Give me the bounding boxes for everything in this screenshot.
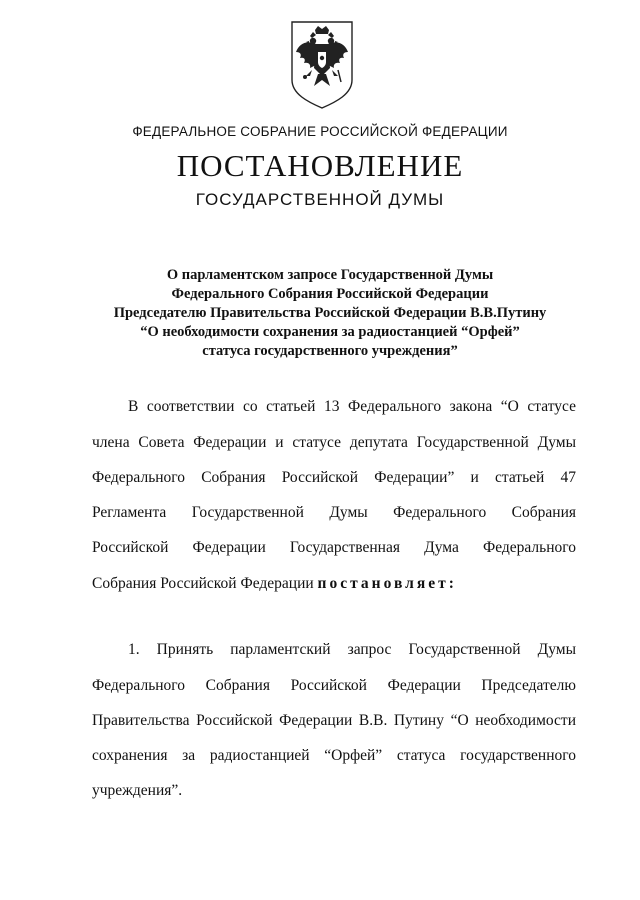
preamble-line: члена Совета Федерации и статусе депутата Государственной Думы [92, 434, 576, 451]
subject-line: Председателю Правительства Российской Федерации В.В.Путину [113, 305, 547, 321]
preamble-line: В соответствии со статьей 13 Федерального закона “О статусе [128, 398, 576, 415]
preamble-line: Федерального Собрания Российской Федерации” и статьей 47 [92, 469, 576, 486]
preamble-last-line [92, 574, 457, 594]
parliament-name: ФЕДЕРАЛЬНОЕ СОБРАНИЕ РОССИЙСКОЙ ФЕДЕРАЦИИ [132, 124, 508, 139]
clause-1-line: сохранения за радиостанцией “Орфей” статуса государственного [92, 747, 576, 764]
clause-1-last-line: учреждения”. [92, 782, 183, 799]
subject-line: О парламентском запросе Государственной Думы [166, 267, 494, 283]
preamble-line: Российской Федерации Государственная Дума Федерального [92, 539, 576, 556]
resolution-subject [60, 266, 600, 361]
preamble-line: Регламента Государственной Думы Федерального Собрания [92, 504, 576, 521]
resolves-word: постановляет: [317, 575, 457, 592]
subject-line: “О необходимости сохранения за радиостанцией “Орфей” [140, 324, 520, 340]
coat-of-arms-emblem [288, 18, 356, 110]
subject-line: статуса государственного учреждения” [202, 343, 458, 359]
subject-line: Федерального Собрания Российской Федерации [171, 286, 489, 302]
clause-1-line: Федерального Собрания Российской Федерации Председателю [92, 677, 576, 694]
issuing-body: ГОСУДАРСТВЕННОЙ ДУМЫ [195, 190, 445, 209]
clause-1-line: Правительства Российской Федерации В.В. Путину “О необходимости [92, 712, 576, 729]
document-type-title: ПОСТАНОВЛЕНИЕ [176, 148, 464, 183]
clause-1-line: 1. Принять парламентский запрос Государственной Думы [128, 641, 576, 658]
preamble-text: Собрания Российской Федерации [92, 575, 314, 592]
